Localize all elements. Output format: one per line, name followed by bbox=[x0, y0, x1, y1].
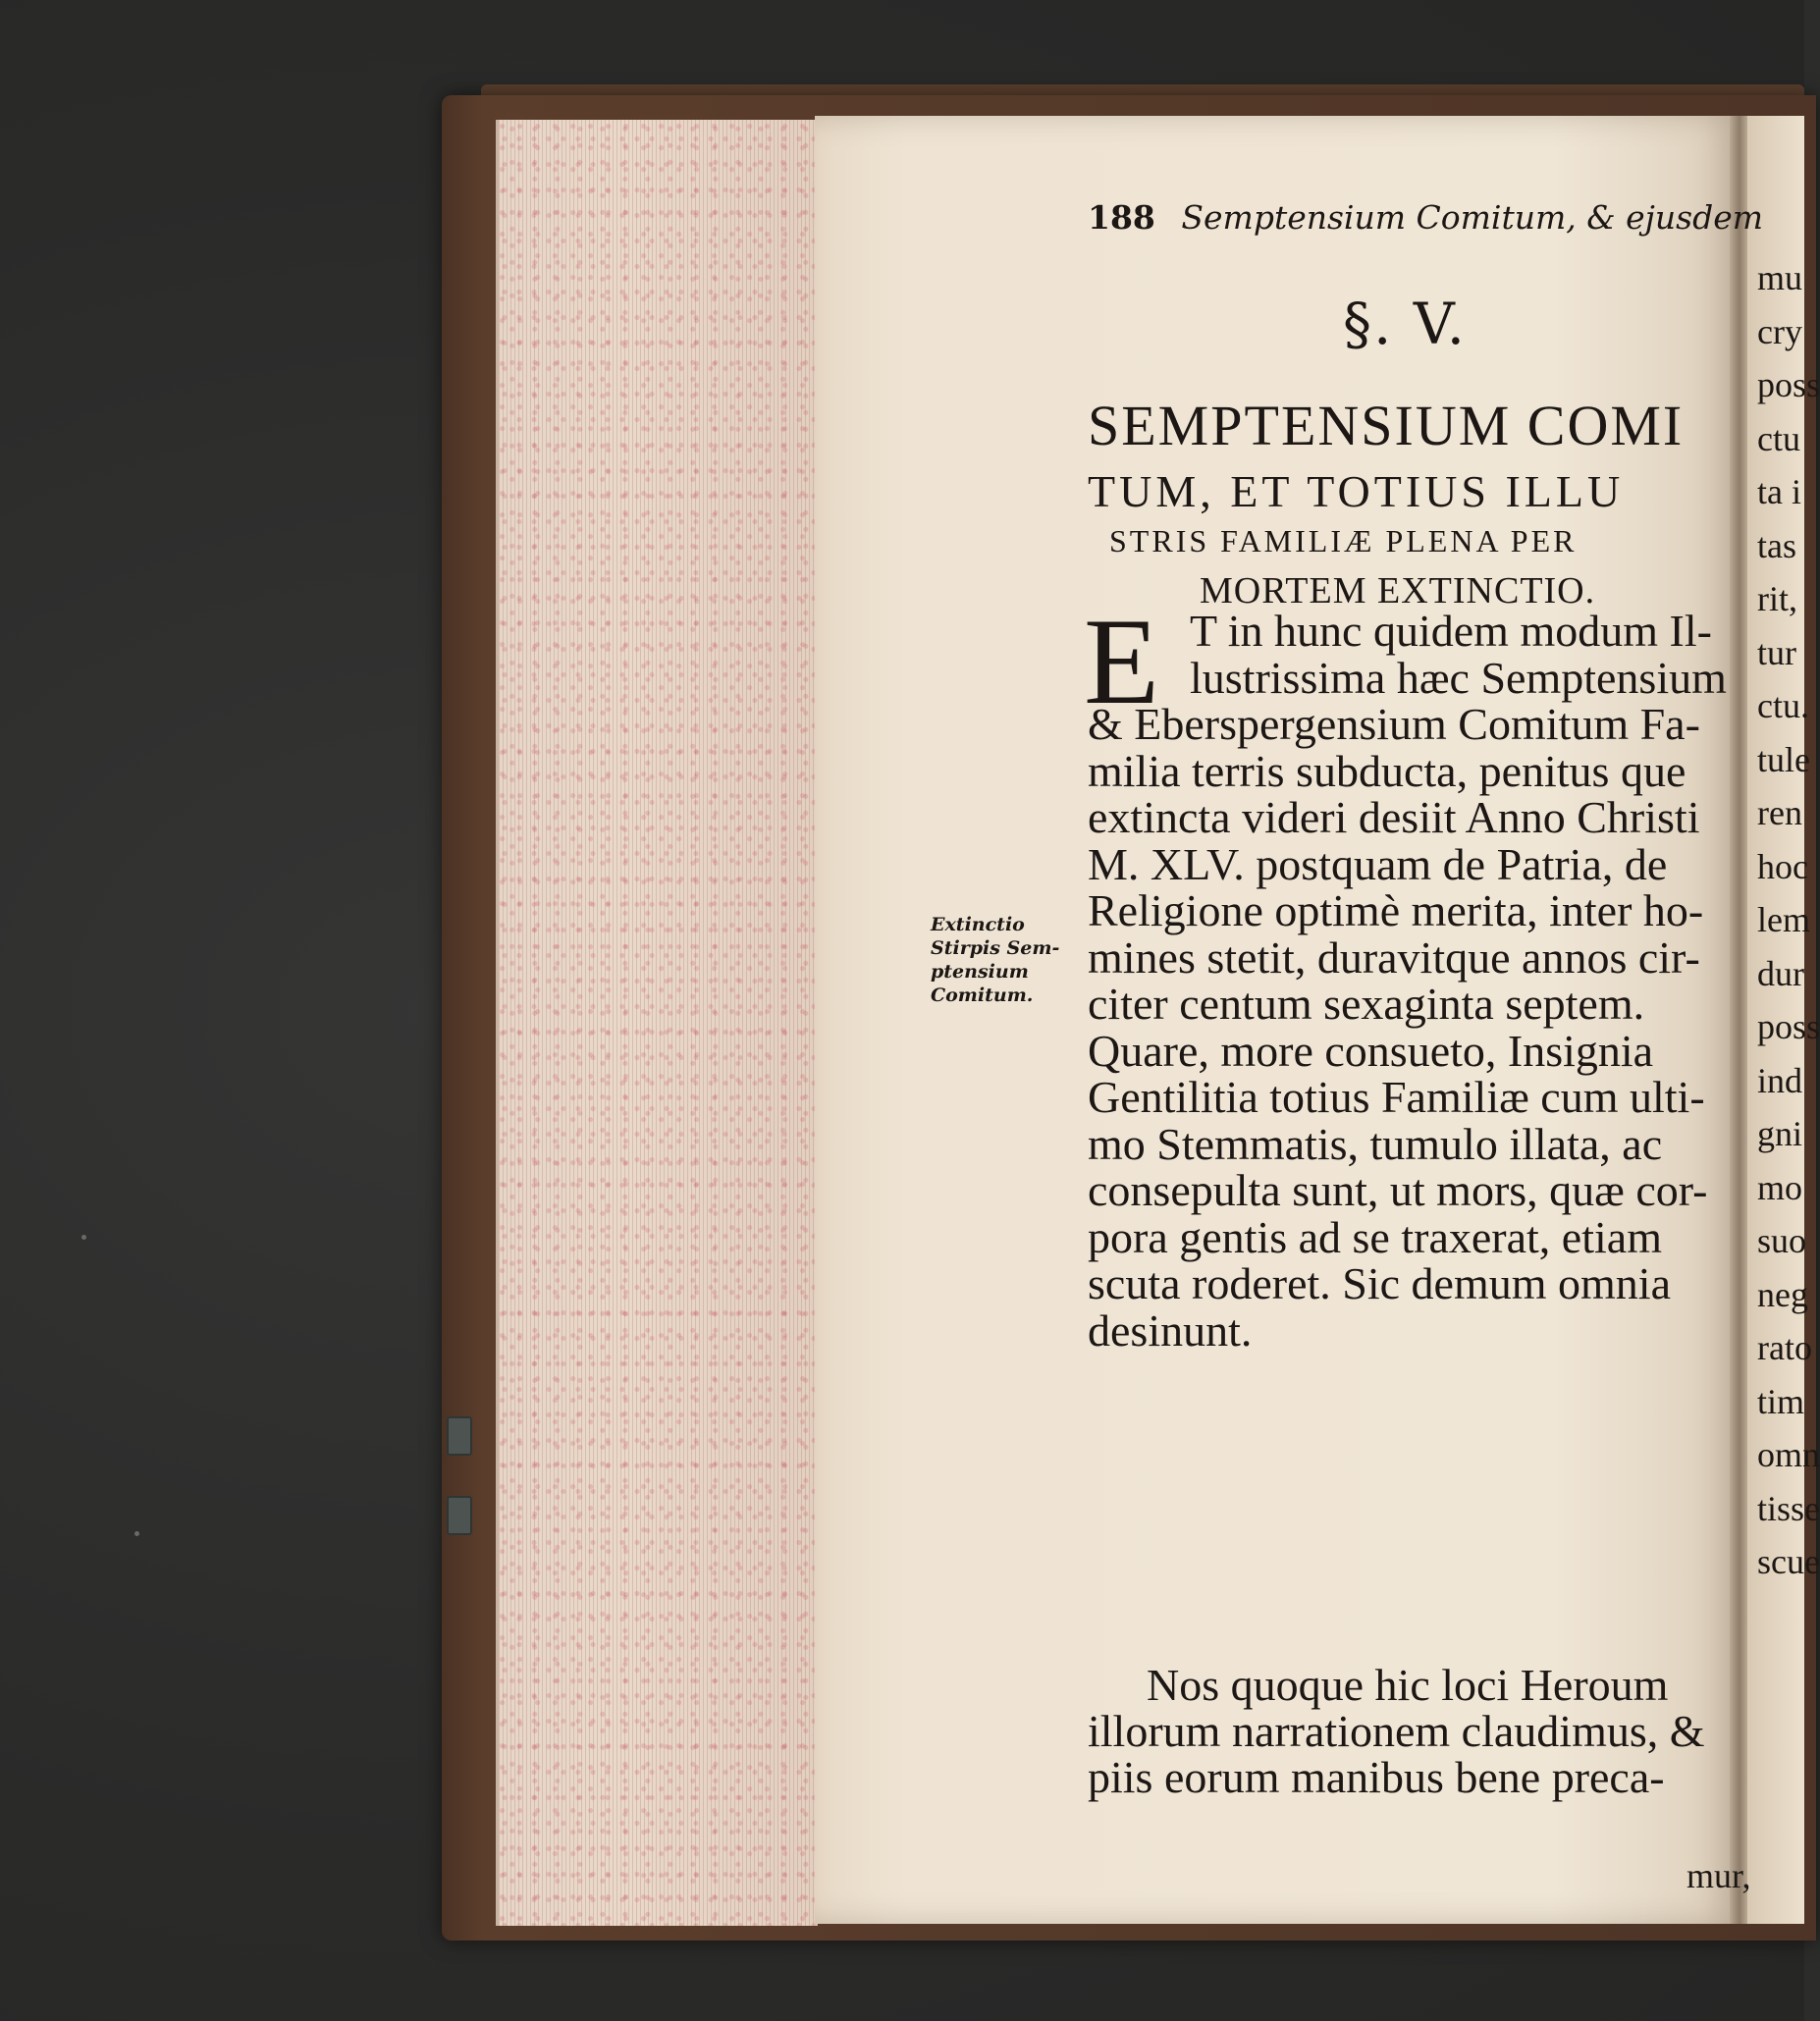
facing-page-fragment: rato bbox=[1757, 1328, 1812, 1367]
margin-note-line: Comitum. bbox=[931, 984, 1034, 1006]
facing-page-fragment: dur bbox=[1757, 953, 1804, 993]
body-line: T in hunc quidem modum Il- bbox=[1190, 606, 1712, 656]
facing-page-fragment: gni bbox=[1757, 1114, 1803, 1153]
facing-page-fragment: mu bbox=[1757, 258, 1803, 297]
body-line: desinunt. bbox=[1088, 1304, 1253, 1356]
section-mark: §. V. bbox=[1343, 291, 1468, 357]
margin-note-line: Extinctio bbox=[931, 914, 1025, 935]
body-line: Quare, more consueto, Insignia bbox=[1088, 1025, 1654, 1076]
margin-note-line: Stirpis Sem- bbox=[931, 937, 1060, 959]
facing-page-fragment: scue bbox=[1757, 1542, 1820, 1581]
margin-note-line: ptensium bbox=[931, 961, 1029, 983]
drop-cap: E bbox=[1084, 594, 1159, 730]
facing-page-fragment: tule bbox=[1757, 739, 1810, 779]
catchword: mur, bbox=[1686, 1856, 1751, 1895]
heading-line: MORTEM EXTINCTIO. bbox=[1200, 570, 1596, 612]
body-line: Gentilitia totius Familiæ cum ulti- bbox=[1088, 1072, 1705, 1122]
facing-page-fragment: tur bbox=[1757, 632, 1796, 672]
body-line: mines stetit, duravitque annos cir- bbox=[1088, 931, 1700, 983]
book-gutter bbox=[1730, 116, 1749, 1924]
body-line: pora gentis ad se traxerat, etiam bbox=[1088, 1211, 1662, 1262]
heading-line: TUM, ET TOTIUS ILLU bbox=[1088, 466, 1625, 516]
facing-page-fragment: ctu bbox=[1757, 418, 1800, 458]
facing-page-fragment: omn bbox=[1757, 1435, 1820, 1474]
body-line: piis eorum manibus bene preca- bbox=[1088, 1752, 1665, 1802]
dust-speck bbox=[81, 1235, 86, 1240]
body-line: citer centum sexaginta septem. bbox=[1088, 979, 1645, 1029]
body-line: lustrissima hæc Semptensium bbox=[1190, 652, 1727, 703]
body-line: illorum narrationem claudimus, & bbox=[1088, 1706, 1705, 1756]
facing-page-fragment: ctu. bbox=[1757, 686, 1809, 725]
clasp-icon bbox=[447, 1416, 472, 1456]
margin-note bbox=[931, 913, 1068, 1007]
dust-speck bbox=[134, 1531, 139, 1536]
body-line: Nos quoque hic loci Heroum bbox=[1147, 1660, 1669, 1710]
facing-page-fragment: ren bbox=[1757, 793, 1802, 832]
body-line: M. XLV. postquam de Patria, de bbox=[1088, 838, 1668, 889]
facing-page-fragment: ta i bbox=[1757, 472, 1801, 511]
facing-page-fragment: mo bbox=[1757, 1167, 1803, 1207]
page-edges-block bbox=[496, 120, 818, 1926]
body-line: scuta roderet. Sic demum omnia bbox=[1088, 1258, 1672, 1308]
body-line: Religione optimè merita, inter ho- bbox=[1088, 885, 1704, 935]
heading-line: STRIS FAMILIÆ PLENA PER bbox=[1109, 523, 1578, 558]
body-line: & Eberspergensium Comitum Fa- bbox=[1088, 699, 1700, 749]
facing-page-fragment: cry bbox=[1757, 311, 1802, 351]
body-line: extincta videri desiit Anno Christi bbox=[1088, 792, 1700, 842]
facing-page-fragment: rit, bbox=[1757, 579, 1797, 618]
body-line: mo Stemmatis, tumulo illata, ac bbox=[1088, 1118, 1663, 1169]
body-line: milia terris subducta, penitus que bbox=[1088, 745, 1686, 796]
facing-page-fragment: lem bbox=[1757, 900, 1810, 939]
facing-page-fragment: poss bbox=[1757, 1007, 1820, 1046]
facing-page-fragment: suo bbox=[1757, 1221, 1807, 1260]
running-head bbox=[1088, 198, 1763, 237]
heading-line: SEMPTENSIUM COMI bbox=[1088, 394, 1685, 457]
body-line: consepulta sunt, ut mors, quæ cor- bbox=[1088, 1165, 1708, 1215]
facing-page-fragment: hoc bbox=[1757, 846, 1808, 886]
facing-page-fragment: tim bbox=[1757, 1381, 1805, 1421]
facing-page-fragment: tisse bbox=[1757, 1488, 1820, 1528]
page-number: 188 bbox=[1088, 198, 1155, 237]
running-head-title: Semptensium Comitum, & ejusdem bbox=[1181, 198, 1764, 237]
facing-page-fragment: neg bbox=[1757, 1274, 1808, 1314]
facing-page-fragment: poss bbox=[1757, 365, 1820, 404]
facing-page-fragment: tas bbox=[1757, 525, 1796, 565]
facing-page-fragment: ind bbox=[1757, 1060, 1803, 1100]
clasp-icon bbox=[447, 1496, 472, 1535]
